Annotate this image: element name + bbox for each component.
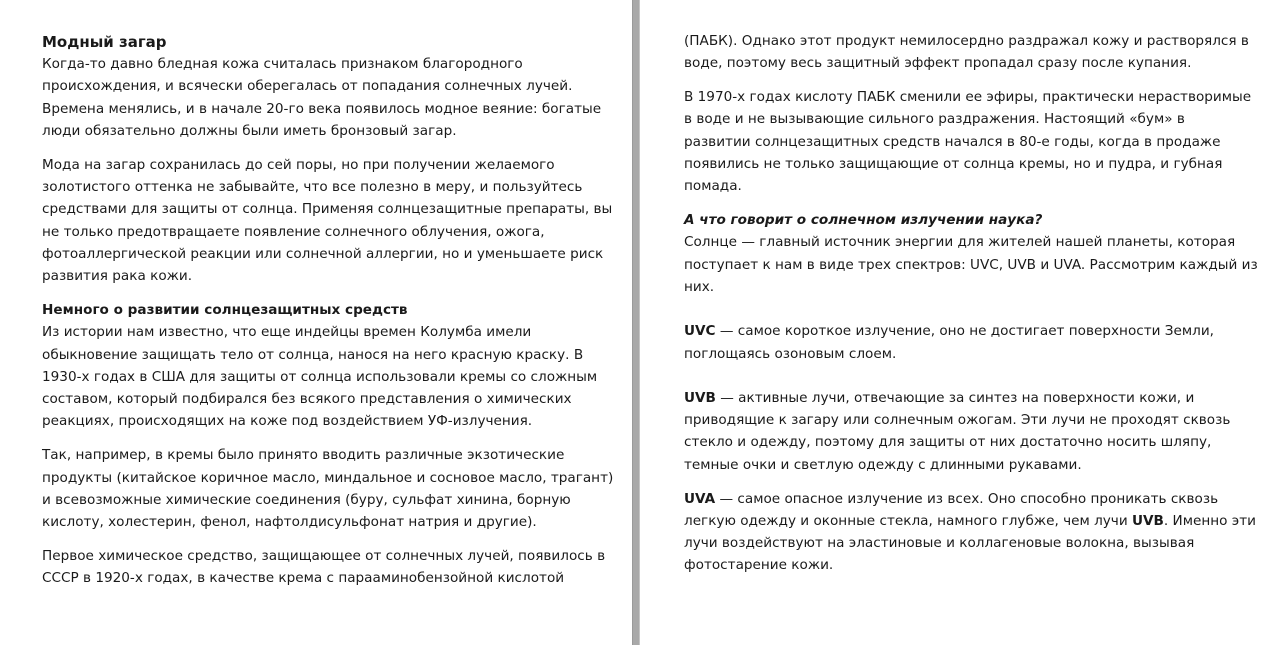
paragraph-spectra: Солнце — главный источник энергии для жителей нашей планеты, которая поступает к нам в виде трех спектров: UVC, UVB и UVA. Рассмотрим каждый из них.: [684, 234, 1258, 295]
paragraph-uvb: UVB — активные лучи, отвечающие за синтез на поверхности кожи, и приводящие к загару или солнечным ожогам. Эти лучи не проходят сквозь стекло и одежду, поэтому для защиты от них достаточно носить шляпу, темные очки и светлую одежду с длинными рукавами.: [684, 389, 1231, 473]
paragraph-uva: UVA — самое опасное излучение из всех. Оно способно проникать сквозь легкую одежду и оконные стекла, намного глубже, чем лучи UVB. Именно эти лучи воздействуют на эластиновые и коллагеновые волокна, вызывая фотостарение кожи.: [684, 490, 1256, 574]
paragraph-intro: Когда-то давно бледная кожа считалась признаком благородного происхождения, и всячески оберегалась от попадания солнечных лучей. Времена менялись, и в начале 20-го века появилось модное веяние: богатые люди обязательно должны были иметь бронзовый загар.: [42, 56, 602, 139]
paragraph-first-chemical: Первое химическое средство, защищающее от солнечных лучей, появилось в СССР в 1920-х годах, в качестве крема с парааминобензойной кислотой: [42, 547, 606, 587]
paragraph-exotic: Так, например, в кремы было принято вводить различные экзотические продукты (китайское коричное масло, миндальное и сосновое масло, трагант) и всевозможные химические соединения (буру, сульфат хинина, борную кислоту, холестерин, фенол, нафтолдисульфонат натрия и другие).: [42, 447, 614, 531]
page-divider: [632, 0, 640, 645]
term-uvb-inline: UVB: [1131, 512, 1164, 529]
paragraph-fashion: Мода на загар сохранилась до сей поры, но при получении желаемого золотистого оттенка не забывайте, что все полезно в меру, и пользуйтесь средствами для защиты от солнца. Применяя солнцезащитные препараты, вы не только предотвращаете появление солнечного облучения, ожога, фотоаллергической реакции или солнечной аллергии, но и уменьшаете риск развития рака кожи.: [42, 156, 613, 285]
term-uva: UVA: [684, 490, 716, 507]
paragraph-history: Из истории нам известно, что еще индейцы времен Колумба имели обыкновение защищать тело от солнца, нанося на него красную краску. В 1930-х годах в США для защиты от солнца использовали кремы со сложным составом, который подбирался без всякого представления о химических реакциях, происходящих на коже под воздействием УФ-излучения.: [42, 324, 598, 430]
right-page: [640, 0, 1273, 645]
right-page-content: [684, 30, 1258, 577]
section-heading-science: А что говорит о солнечном излучении наука?: [684, 212, 1043, 229]
left-page: [0, 0, 632, 645]
paragraph-1970s: В 1970-х годах кислоту ПАБК сменили ее эфиры, практически нерастворимые в воде и не вызывающие сильного раздражения. Настоящий «бум» в развитии солнцезащитных средств начался в 80-е годы, когда в продаже появились не только защищающие от солнца кремы, но и пудра, и губная помада.: [684, 89, 1252, 195]
term-uvc: UVC: [684, 323, 716, 340]
left-page-content: [42, 31, 614, 590]
paragraph-pabk: (ПАБК). Однако этот продукт немилосердно раздражал кожу и растворялся в воде, поэтому весь защитный эффект пропадал сразу после купания.: [684, 33, 1249, 72]
article-title: Модный загар: [42, 33, 167, 51]
section-heading-history: Немного о развитии солнцезащитных средств: [42, 301, 408, 318]
term-uvb: UVB: [684, 389, 716, 406]
paragraph-uvc: UVC — самое короткое излучение, оно не достигает поверхности Земли, поглощаясь озоновым слоем.: [684, 323, 1214, 362]
